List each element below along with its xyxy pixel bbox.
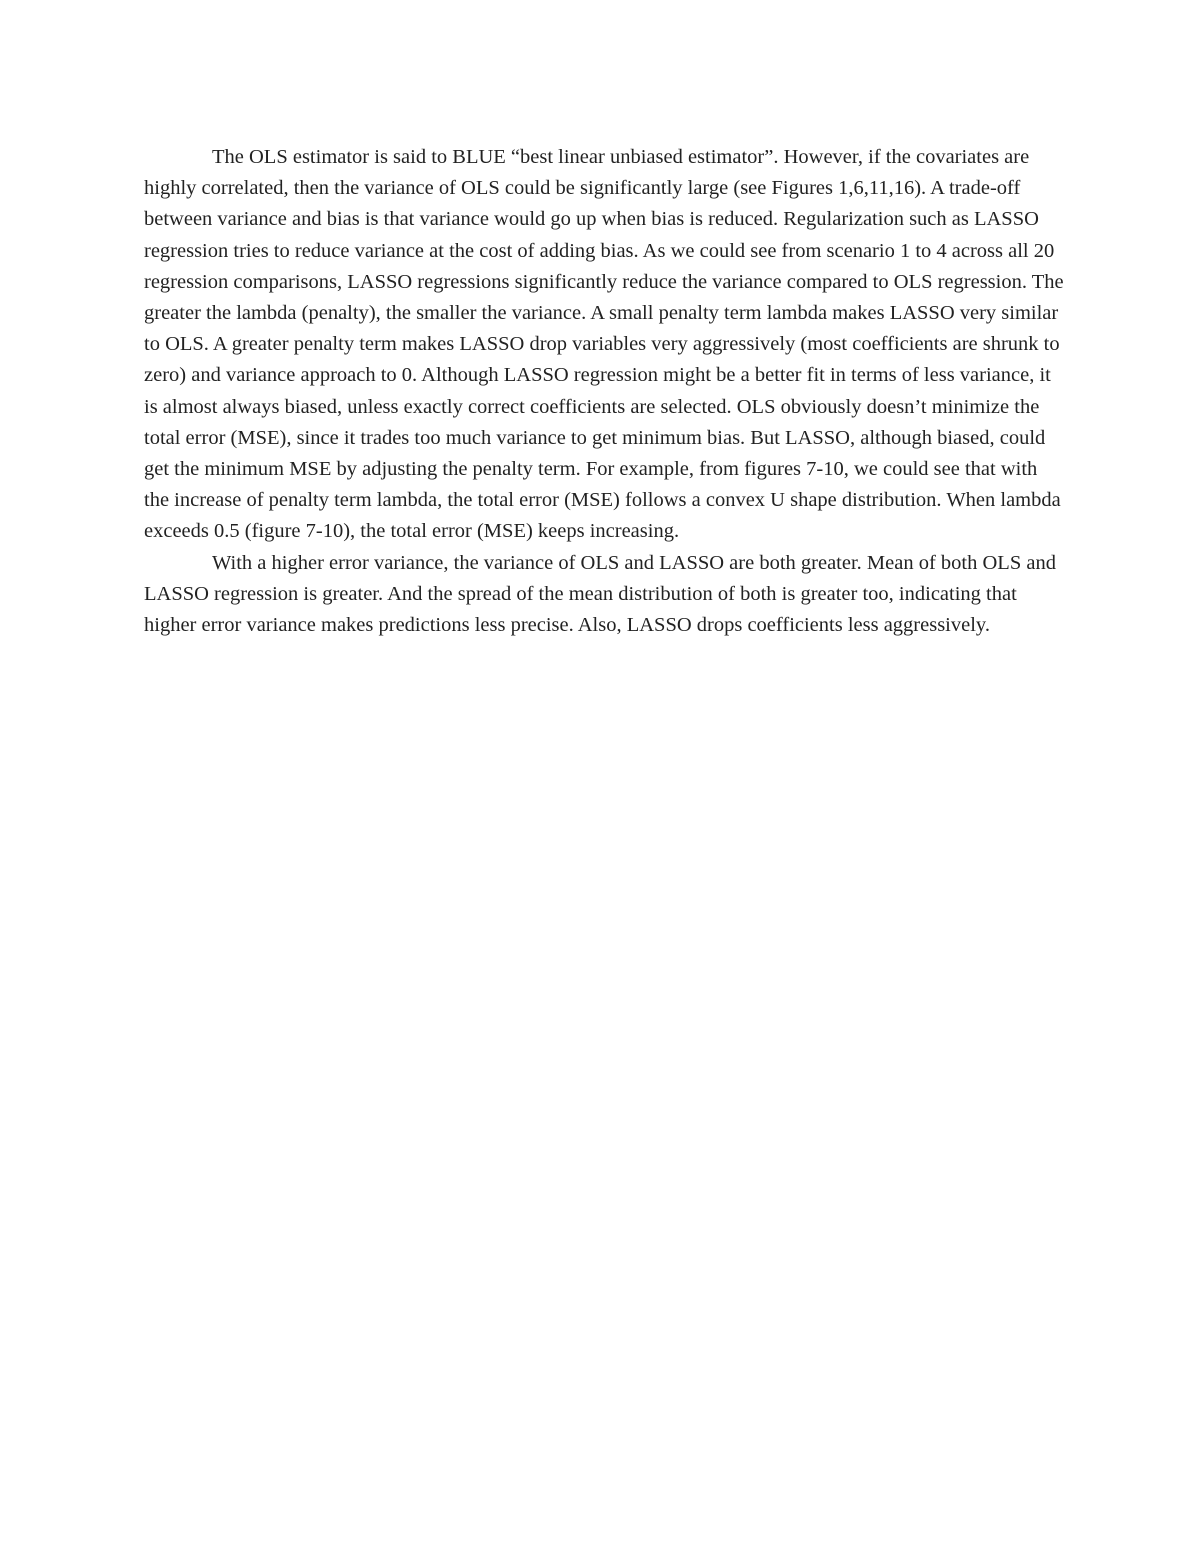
paragraph-2: With a higher error variance, the variance of OLS and LASSO are both greater. Mean of both OLS and LASSO regression is greater. And the spread of the mean distribution of both is greater too, indicating that higher error variance makes predictions less precise. Also, LASSO drops coefficients less aggressively. bbox=[144, 551, 1056, 637]
document-body bbox=[144, 142, 1064, 641]
paragraph-1: The OLS estimator is said to BLUE “best linear unbiased estimator”. However, if the covariates are highly correlated, then the variance of OLS could be significantly large (see Figures 1,6,11,16). A trade-off between variance and bias is that variance would go up when bias is reduced. Regularization such as LASSO regression tries to reduce variance at the cost of adding bias. As we could see from scenario 1 to 4 across all 20 regression comparisons, LASSO regressions significantly reduce the variance compared to OLS regression. The greater the lambda (penalty), the smaller the variance. A small penalty term lambda makes LASSO very similar to OLS. A greater penalty term makes LASSO drop variables very aggressively (most coefficients are shrunk to zero) and variance approach to 0. Although LASSO regression might be a better fit in terms of less variance, it is almost always biased, unless exactly correct coefficients are selected. OLS obviously doesn’t minimize the total error (MSE), since it trades too much variance to get minimum bias. But LASSO, although biased, could get the minimum MSE by adjusting the penalty term. For example, from figures 7-10, we could see that with the increase of penalty term lambda, the total error (MSE) follows a convex U shape distribution. When lambda exceeds 0.5 (figure 7-10), the total error (MSE) keeps increasing. bbox=[144, 146, 1064, 543]
